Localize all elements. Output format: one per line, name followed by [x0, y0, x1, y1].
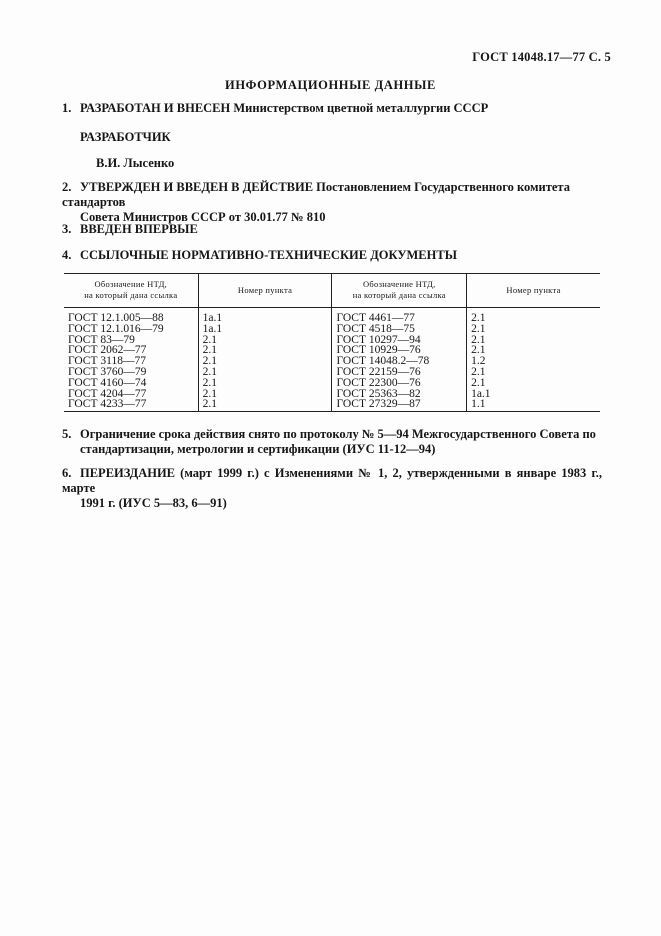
item-4: [62, 248, 602, 263]
table-cell: 2.1: [467, 335, 600, 346]
header-point-left: Номер пункта: [198, 274, 332, 308]
item-5-line1: Ограничение срока действия снято по протоколу № 5—94 Межгосударственного Совета по: [80, 427, 596, 441]
item-5-line2: стандартизации, метрологии и сертификации (ИУС 11-12—94): [80, 442, 436, 456]
table-cell: ГОСТ 4204—77: [68, 387, 147, 400]
table-cell: ГОСТ 4160—74: [68, 376, 147, 389]
table-row: [64, 308, 600, 324]
references-table: [64, 273, 600, 412]
header-ntd-left-line2: на который дана ссылка: [84, 290, 178, 300]
table-cell: 2.1: [467, 367, 600, 378]
table-row: [64, 324, 600, 335]
table-cell: 2.1: [198, 399, 332, 411]
table-cell: ГОСТ 4518—75: [332, 324, 467, 335]
table-cell: 2.1: [467, 345, 600, 356]
table-cell: ГОСТ 25363—82: [332, 389, 467, 400]
item-6-number: 6.: [62, 466, 72, 480]
table-cell: 2.1: [467, 308, 600, 324]
header-ntd-left-line1: Обозначение НТД,: [94, 279, 168, 289]
table-cell: ГОСТ 4461—77: [332, 308, 467, 324]
table-cell: 2.1: [198, 356, 332, 367]
table-cell: 1.1: [467, 399, 600, 411]
header-ntd-right-line2: на который дана ссылка: [352, 290, 446, 300]
item-3: [62, 222, 602, 237]
header-ntd-right: [332, 274, 467, 308]
table-cell: ГОСТ 3760—79: [68, 365, 147, 378]
item-3-number: 3.: [62, 222, 72, 236]
header-point-right: Номер пункта: [467, 274, 600, 308]
table-cell: 2.1: [198, 389, 332, 400]
page-title: ИНФОРМАЦИОННЫЕ ДАННЫЕ: [225, 78, 436, 92]
table-cell: ГОСТ 22300—76: [332, 378, 467, 389]
table-cell: ГОСТ 27329—87: [332, 399, 467, 411]
item-6-line2: 1991 г. (ИУС 5—83, 6—91): [80, 496, 227, 510]
item-4-number: 4.: [62, 248, 72, 262]
table-cell: 2.1: [198, 335, 332, 346]
table-cell: ГОСТ 22159—76: [332, 367, 467, 378]
table-cell: 2.1: [467, 324, 600, 335]
developer-label: РАЗРАБОТЧИК: [80, 130, 171, 144]
table-cell: 2.1: [198, 378, 332, 389]
item-3-text: ВВЕДЕН ВПЕРВЫЕ: [80, 222, 198, 236]
table-cell: 2.1: [467, 378, 600, 389]
item-1-number: 1.: [62, 101, 72, 115]
table-row: [64, 378, 600, 389]
item-6-line1: ПЕРЕИЗДАНИЕ (март 1999 г.) с Изменениями № 1, 2, утвержденными в январе 1983 г., марте: [62, 466, 602, 495]
item-6: [62, 466, 602, 511]
table-cell: ГОСТ 3118—77: [68, 355, 146, 368]
table-cell: 1а.1: [467, 389, 600, 400]
table-header-row: [64, 274, 600, 308]
item-5: [62, 427, 602, 457]
table-cell: ГОСТ 2062—77: [68, 344, 147, 357]
item-5-number: 5.: [62, 427, 72, 441]
developer-name: В.И. Лысенко: [96, 156, 175, 170]
item-2-line2: Совета Министров СССР от 30.01.77 № 810: [80, 210, 326, 224]
table-cell: ГОСТ 10297—94: [332, 335, 467, 346]
table-cell: 1.2: [467, 356, 600, 367]
table-cell: 2.1: [198, 345, 332, 356]
header-ntd-right-line1: Обозначение НТД,: [362, 279, 436, 289]
table-cell: 1а.1: [198, 324, 332, 335]
item-1-text: РАЗРАБОТАН И ВНЕСЕН Министерством цветной металлургии СССР: [80, 101, 489, 115]
table-cell: 2.1: [198, 367, 332, 378]
header-ntd-left: [64, 274, 198, 308]
table-row: [64, 399, 600, 411]
page-header: ГОСТ 14048.17—77 С. 5: [472, 50, 611, 64]
table-cell: ГОСТ 83—79: [68, 333, 135, 346]
item-2-number: 2.: [62, 180, 72, 194]
item-2: [62, 180, 602, 225]
table-cell: ГОСТ 10929—76: [332, 345, 467, 356]
table-cell: ГОСТ 14048.2—78: [332, 356, 467, 367]
table-cell: ГОСТ 12.1.016—79: [68, 322, 164, 335]
table-cell: 1а.1: [198, 308, 332, 324]
table-cell: ГОСТ 4233—77: [64, 399, 198, 411]
item-2-line1: УТВЕРЖДЕН И ВВЕДЕН В ДЕЙСТВИЕ Постановлением Государственного комитета стандартов: [62, 180, 570, 209]
item-1: [62, 101, 602, 116]
table-cell: ГОСТ 12.1.005—88: [68, 312, 164, 324]
item-4-text: ССЫЛОЧНЫЕ НОРМАТИВНО-ТЕХНИЧЕСКИЕ ДОКУМЕНТЫ: [80, 248, 457, 262]
